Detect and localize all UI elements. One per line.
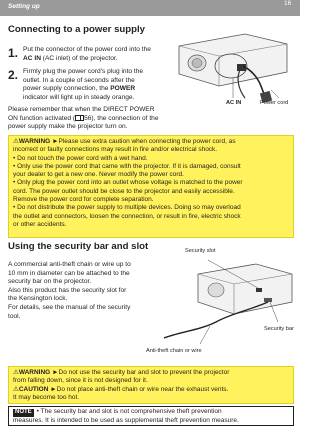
page-number: 16	[284, 0, 292, 7]
book-icon	[75, 115, 84, 121]
step-2-text	[23, 68, 173, 102]
warning-1-line-7: Remove the power cord for complete separation.	[13, 196, 154, 204]
warning-2-line-1: from falling down, since it is not designed for it.	[13, 377, 148, 385]
direct-power-line-3: power supply make the projector turn on.	[8, 123, 128, 131]
warning-1-line-5: • Only plug the power cord into an outlet whose voltage is matched to the power	[13, 179, 243, 187]
ac-in-label	[226, 100, 241, 106]
direct-power-line-2a: ON function activated (	[8, 114, 76, 122]
security-line-4: the Kensington lock.	[8, 295, 68, 303]
step-1-line-a: Put the connector of the power cord into the	[23, 46, 151, 53]
power-warning-box	[8, 135, 294, 238]
note-line-1: measures. It is intended to be used as supplemental theft prevention measure.	[13, 416, 239, 424]
warning-triangle-icon: ⚠	[13, 138, 19, 145]
note-box	[8, 406, 294, 426]
step-1-line-b: (AC inlet) of the projector.	[40, 54, 118, 62]
ac-in-label-text: AC IN	[226, 100, 242, 106]
security-line-3: Also this product has the security slot for	[8, 286, 127, 294]
security-line-2: security bar on the projector.	[8, 278, 92, 286]
section-header-text: Setting up	[8, 3, 40, 10]
projector-security-illustration	[160, 252, 296, 352]
step-1-text	[23, 46, 173, 63]
warning-1-line-1: incorrect or faulty connections may result in fire and/or electrical shock.	[13, 146, 218, 154]
warning-triangle-icon-2: ⚠	[13, 369, 19, 376]
caution-head: CAUTION	[18, 385, 49, 393]
warning-1-line-4: your dealer to get a new one. Never modify the power cord.	[13, 171, 184, 179]
step-2-power-word: POWER	[110, 85, 136, 93]
step-2-line-c: power supply connection, the	[23, 85, 111, 93]
warning-1-head: WARNING	[18, 138, 51, 145]
security-line-5: For details, see the manual of the security	[8, 303, 131, 311]
note-tag: NOTE	[15, 409, 32, 415]
power-section-title: Connecting to a power supply	[8, 24, 145, 35]
step-2-number: 2.	[8, 68, 19, 82]
direct-power-line-1: Please remember that when the DIRECT POWER	[8, 106, 155, 113]
warning-1-line-2: • Do not touch the power cord with a wet hand.	[13, 154, 148, 162]
security-warning-box	[8, 366, 294, 404]
warning-1-line-6: cord. The power outlet should be close to the projector and easily accessible.	[13, 187, 235, 195]
caution-line-0: ►Do not place anti-theft chain or wire near the exhaust vents.	[50, 385, 229, 393]
security-line-1: 10 mm in diameter can be attached to the	[8, 269, 130, 277]
note-line-0: • The security bar and slot is not comprehensive theft prevention	[36, 408, 222, 415]
caution-triangle-icon: ⚠	[13, 385, 19, 393]
security-line-6: tool.	[8, 312, 21, 320]
power-cord-label: Power cord	[260, 100, 289, 106]
security-section-title: Using the security bar and slot	[8, 241, 149, 252]
anti-theft-chain-label: Anti-theft chain or wire	[146, 348, 202, 354]
step-2-line-a: Firmly plug the power cord’s plug into the	[23, 68, 144, 75]
step-2-line-b: outlet. In a couple of seconds after the	[23, 76, 135, 84]
direct-power-note	[8, 106, 178, 132]
security-line-0: A commercial anti-theft chain or wire up to	[8, 261, 131, 268]
security-slot-label: Security slot	[185, 248, 216, 254]
caution-line-1: It may become too hot.	[13, 393, 80, 401]
warning-1-line-8: • Do not distribute the power supply to multiple devices. Doing so may overload	[13, 204, 241, 212]
warning-1-line-3: • Only use the power cord that came with the projector. If it is damaged, consult	[13, 162, 241, 170]
warning-2-head: WARNING	[18, 369, 51, 376]
step-2-line-d: indicator will light up in steady orange.	[23, 93, 135, 101]
warning-1-line-0: ►Please use extra caution when connecting the power cord, as	[52, 138, 236, 145]
step-1-ac-in: AC IN	[23, 54, 41, 62]
warning-1-line-9: the outlet and connectors, loosen the connection, or result in fire, electric shock	[13, 212, 241, 220]
warning-1-line-10: or other accidents.	[13, 220, 67, 228]
warning-2-line-0: ►Do not use the security bar and slot to prevent the projector	[52, 369, 230, 376]
step-1-number: 1.	[8, 46, 19, 60]
security-bar-label: Security bar	[264, 326, 294, 332]
direct-power-line-2b: 56), the connection of the	[84, 114, 159, 122]
security-description	[8, 261, 168, 321]
section-header-bar	[0, 0, 300, 16]
